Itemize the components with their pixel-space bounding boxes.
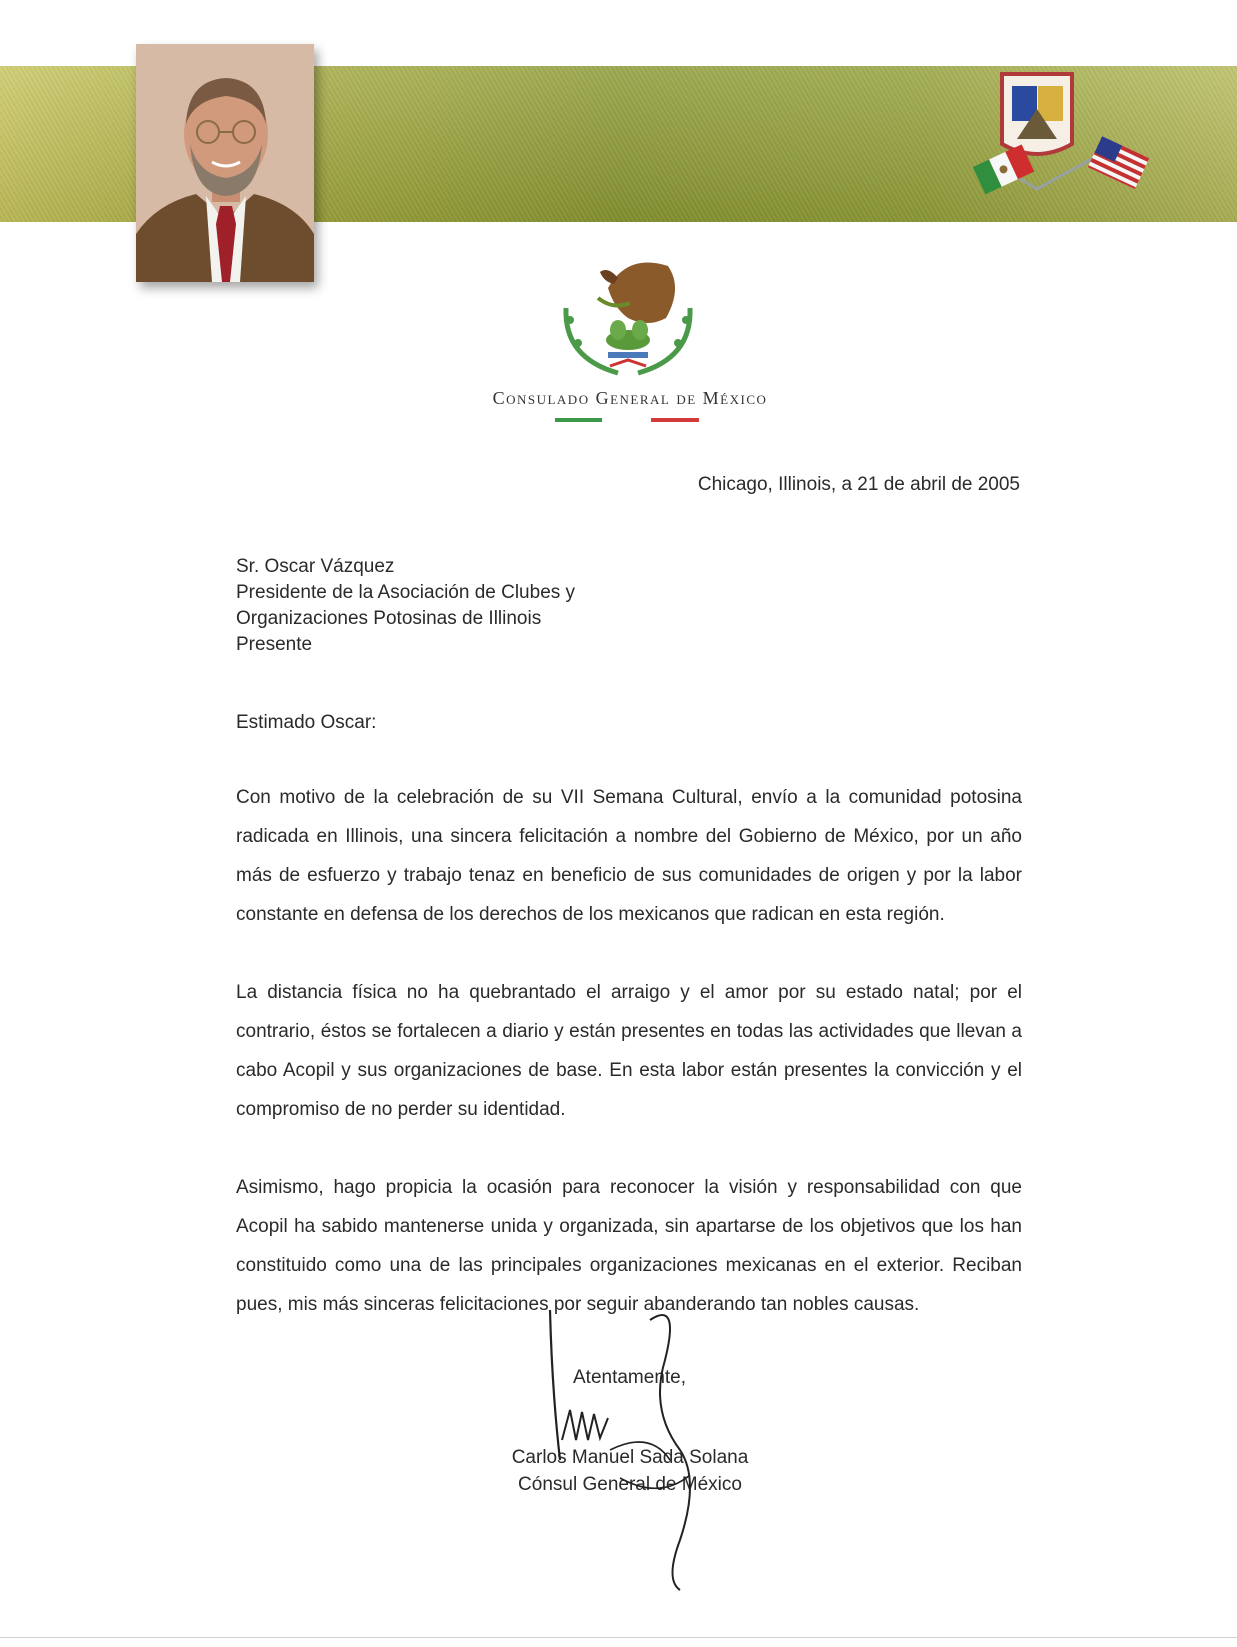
eagle-emblem-illustration — [548, 248, 708, 383]
signer-title: Cónsul General de México — [518, 1474, 742, 1495]
addressee-presente: Presente — [236, 634, 313, 655]
addressee-title-line1: Presidente de la Asociación de Clubes y — [236, 582, 576, 603]
flag-green-bar — [555, 418, 602, 422]
closing: Atentamente, — [573, 1367, 687, 1388]
mexican-eagle-emblem-icon — [548, 248, 708, 383]
salutation: Estimado Oscar: — [236, 712, 377, 733]
handwritten-signature — [540, 1300, 720, 1600]
signer-name: Carlos Manuel Sada Solana — [511, 1447, 749, 1468]
addressee-title-line2: Organizaciones Potosinas de Illinois — [236, 608, 542, 629]
body-paragraph-1: Con motivo de la celebración de su VII Semana Cultural, envío a la comunidad potosina radicada en Illinois, una sincera felicitación a nombre del Gobierno de México, por un año más de esfuerzo y trabajo tenaz en beneficio de sus comunidades de origen y por la labor constante en defensa de los derechos de los mexicanos que radican en esta región. — [236, 787, 1022, 925]
portrait-illustration — [136, 44, 314, 282]
body-paragraph-2: La distancia física no ha quebrantado el arraigo y el amor por su estado natal; por el contrario, éstos se fortalecen a diario y están presentes en todas las actividades que llevan a cabo Acopil y sus organizaciones de base. En esta labor están presentes la convicción y el compromiso de no perder su identidad. — [236, 982, 1022, 1120]
state-crest-group — [972, 64, 1152, 214]
body-paragraph-3: Asimismo, hago propicia la ocasión para reconocer la visión y responsabilidad con que Acopil ha sabido mantenerse unida y organizada, sin apartarse de los objetivos que los han constituido como una de las principales organizaciones mexicanas en el exterior. Reciban pues, mis más sinceras felicitaciones por seguir abanderando tan nobles causas. — [236, 1177, 1022, 1315]
addressee-name: Sr. Oscar Vázquez — [236, 556, 395, 577]
portrait-photo — [136, 44, 314, 282]
flag-red-bar — [651, 418, 699, 422]
letter-date: Chicago, Illinois, a 21 de abril de 2005 — [697, 474, 1020, 495]
bottom-rule — [0, 1637, 1237, 1638]
usa-flag-icon — [1088, 136, 1150, 192]
mexico-flag-icon — [972, 142, 1036, 194]
addressee-block — [236, 554, 575, 658]
consulate-title: Consulado General de México — [492, 388, 768, 408]
